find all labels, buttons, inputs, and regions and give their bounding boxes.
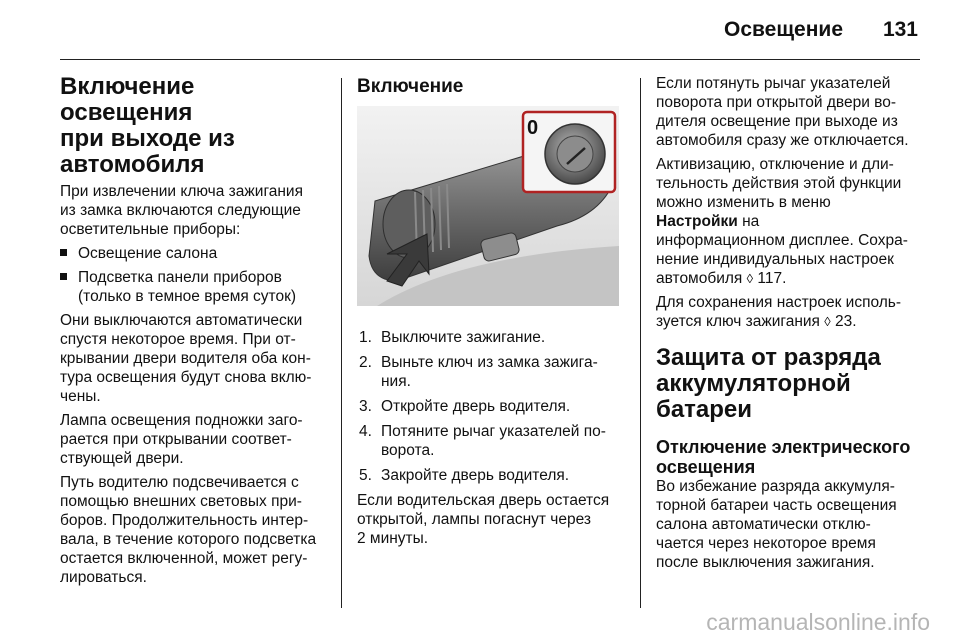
- paragraph: Для сохранения настроек исполь- зуется ключ зажигания ◊ 23.: [656, 294, 902, 330]
- step-item: 1. Выключите зажигание.: [359, 329, 546, 346]
- watermark: carmanualsonline.info: [706, 609, 930, 635]
- steps-list: [357, 328, 629, 485]
- section-heading: Включение освещения при выходе из автомобиля: [60, 73, 235, 178]
- subsection-heading: Отключение электрического освещения: [656, 437, 911, 477]
- turn-signal-lever-illustration: [357, 106, 619, 306]
- paragraph: Активизацию, отключение и дли- тельность действия этой функции можно изменить в меню Настройки на информационном дисплее. Сохра- нение индивидуальных настроек автомобиля ◊ 117.: [656, 156, 908, 287]
- lever-svg: [357, 106, 619, 306]
- subsection-heading: Включение: [357, 76, 464, 97]
- paragraph: Если водительская дверь остается открытой, лампы погаснут через 2 минуты.: [357, 492, 610, 547]
- step-item: 2. Выньте ключ из замка зажига- ния.: [359, 354, 598, 390]
- bullet-square-icon: [60, 273, 67, 280]
- page-ref-icon: ◊: [824, 314, 831, 329]
- settings-menu-label: Настройки: [656, 213, 738, 230]
- step-item: 4. Потяните рычаг указателей по- ворота.: [359, 423, 606, 459]
- column-1: [60, 74, 332, 592]
- paragraph: Во избежание разряда аккумуля- торной батареи часть освещения салона автоматически отклю- чается через некоторое время после выключения зажигания.: [656, 478, 897, 571]
- step-item: 5. Закройте дверь водителя.: [359, 467, 570, 484]
- page-number: 131: [882, 18, 918, 41]
- column-divider-1: [341, 78, 342, 608]
- bullet-square-icon: [60, 249, 67, 256]
- intro-paragraph: При извлечении ключа зажигания из замка включаются следующие осветительные приборы:: [60, 183, 303, 238]
- column-2: [357, 74, 629, 553]
- header-divider: [60, 59, 920, 60]
- inset-label: 0: [527, 117, 539, 139]
- paragraph: Если потянуть рычаг указателей поворота при открытой двери во- дителя освещение при выходе из автомобиля сразу же отключается.: [656, 75, 909, 149]
- bullet-item: Подсветка панели приборов (только в темное время суток): [60, 268, 332, 306]
- column-3: [656, 74, 928, 577]
- paragraph: Путь водителю подсвечивается с помощью внешних световых при- боров. Продолжительность интер- вала, в течение которого подсветка остается включенной, может регу- лироваться.: [60, 474, 317, 586]
- page-header: [0, 0, 960, 60]
- step-item: 3. Откройте дверь водителя.: [359, 398, 571, 415]
- page-ref[interactable]: 117.: [753, 270, 787, 287]
- paragraph: Они выключаются автоматически спустя некоторое время. При от- крывании двери водителя оба кон- тура освещения будут снова вклю- чены.: [60, 312, 312, 405]
- section-heading: Защита от разряда аккумуляторной батареи: [656, 344, 881, 423]
- page-ref-icon: ◊: [746, 271, 754, 286]
- page-ref[interactable]: 23.: [830, 313, 857, 330]
- bullet-item: Освещение салона: [60, 244, 332, 263]
- page-title: Освещение: [724, 18, 843, 41]
- paragraph: Лампа освещения подножки заго- рается при открывании соответ- ствующей двери.: [60, 412, 303, 467]
- column-divider-2: [640, 78, 641, 608]
